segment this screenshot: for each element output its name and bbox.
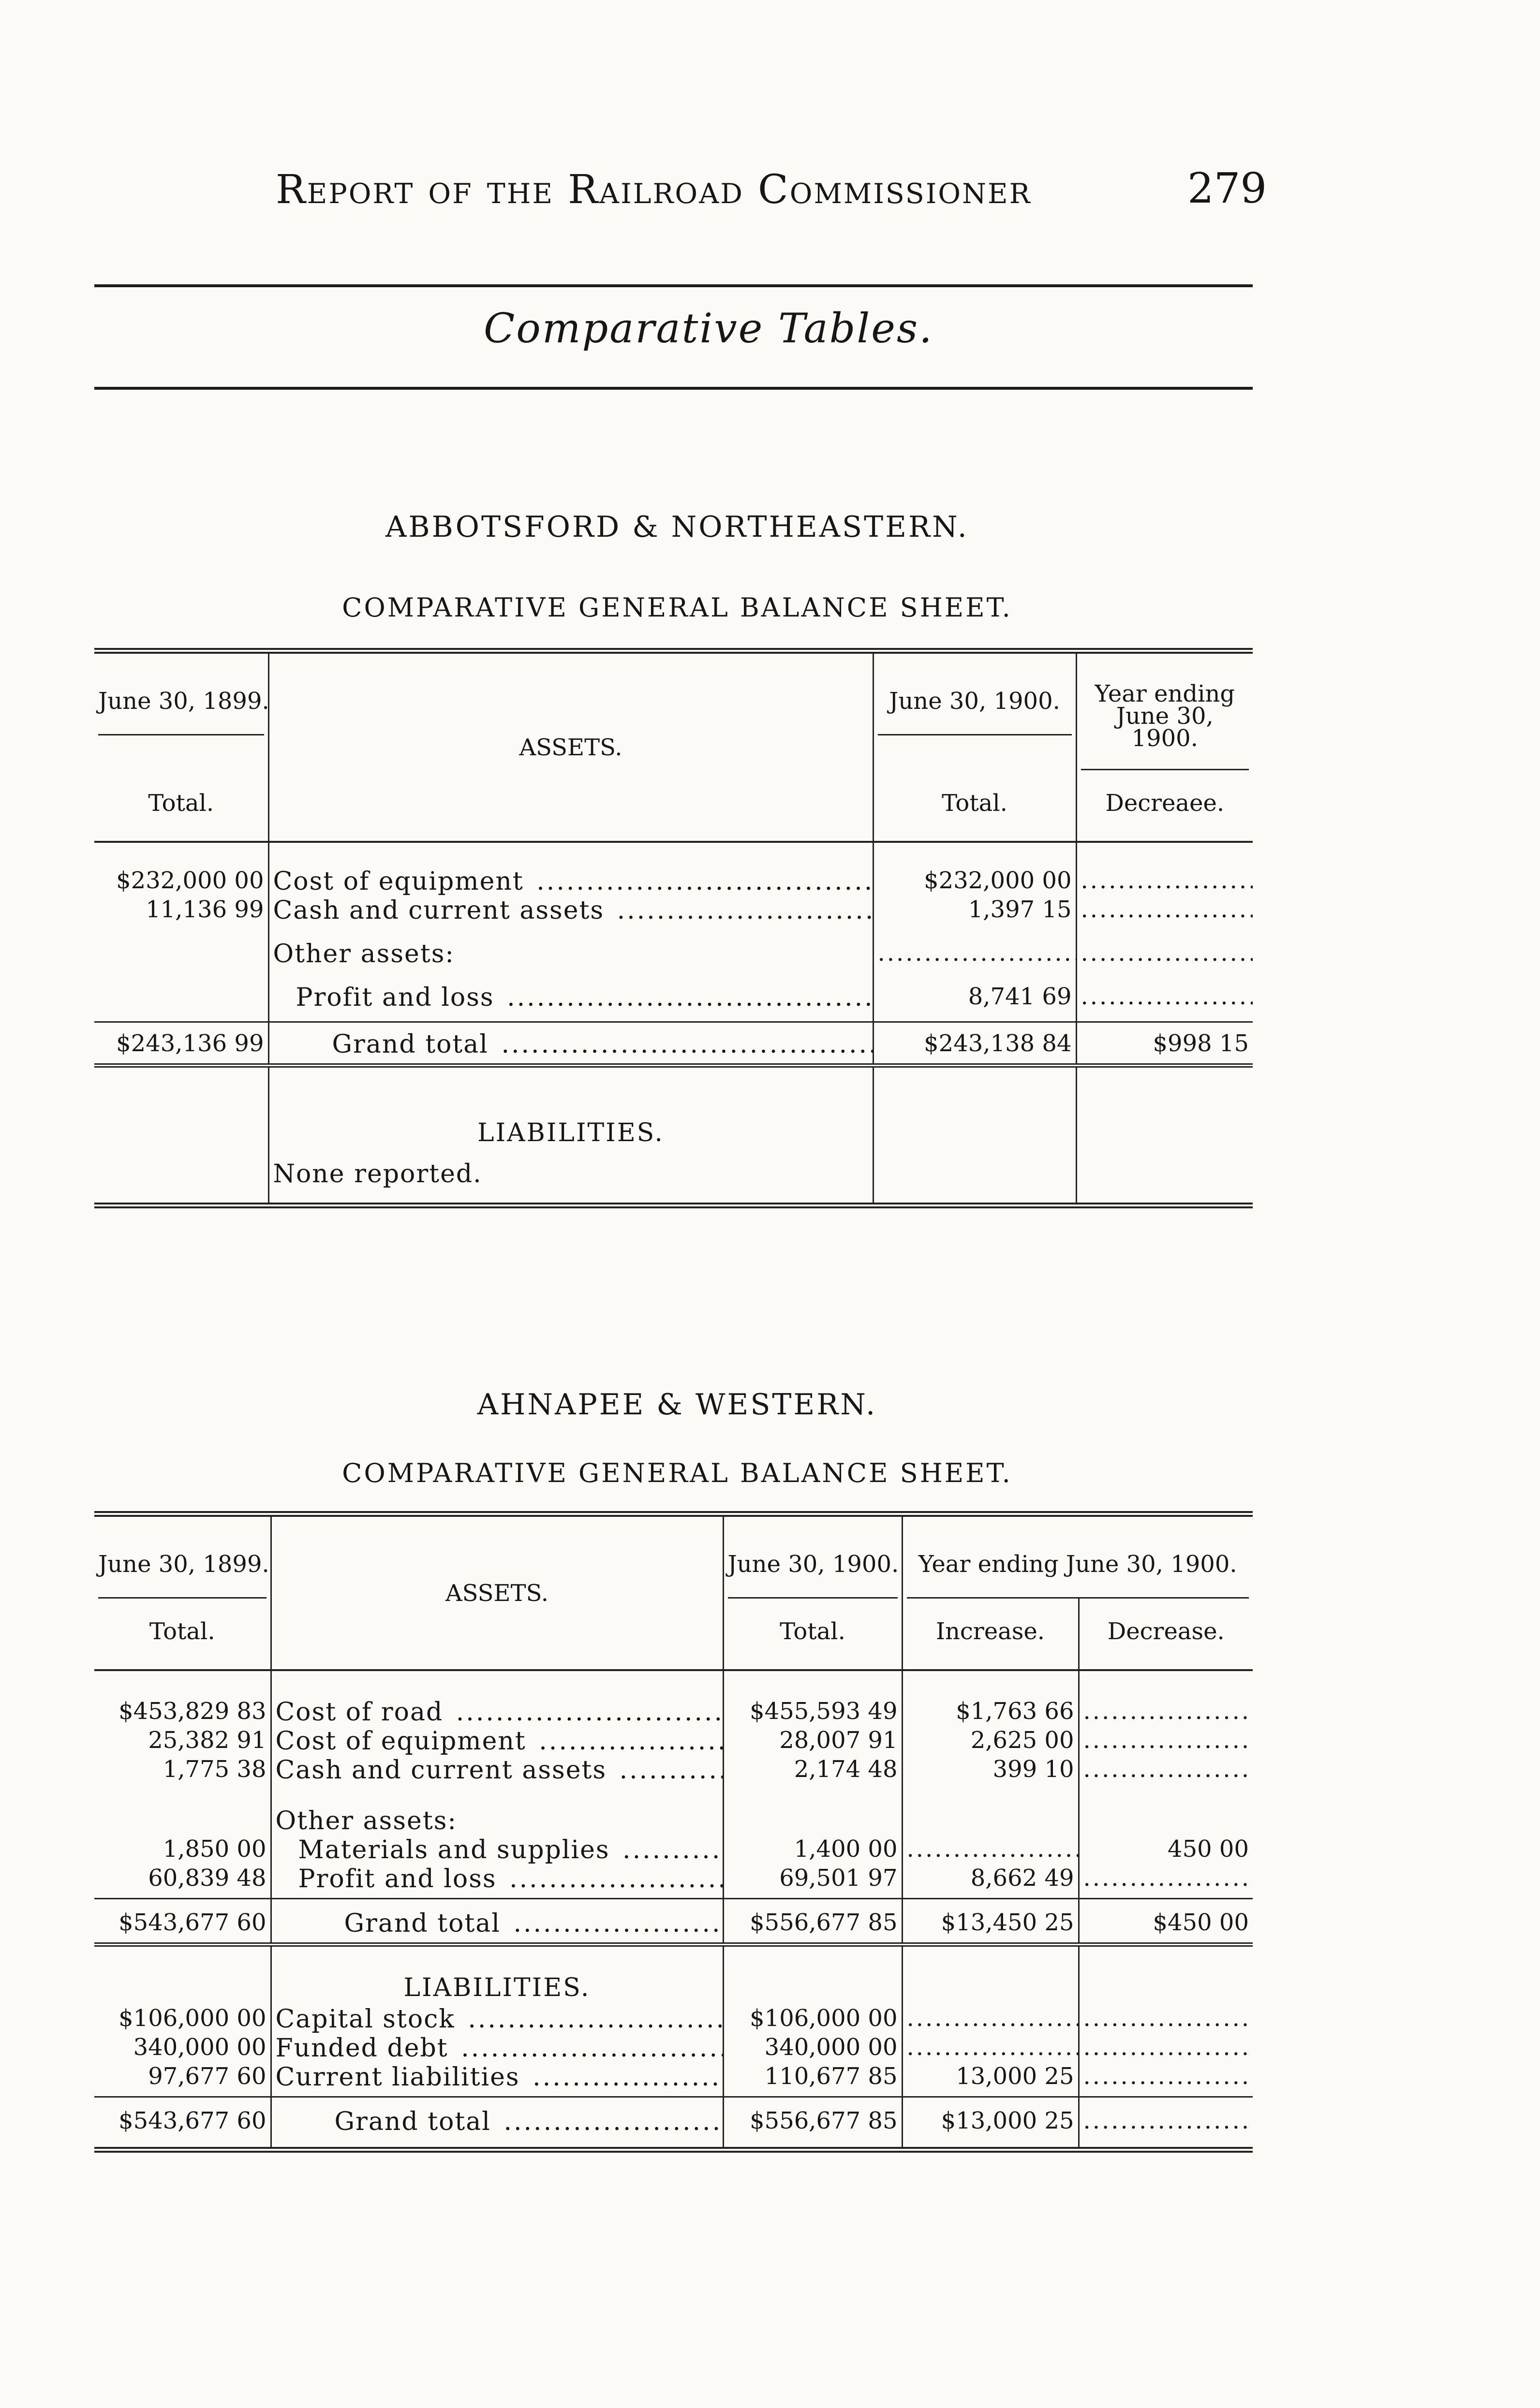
col-header-increase: Increase. xyxy=(902,1599,1079,1670)
value-1900: $455,593 49 xyxy=(723,1670,902,1727)
divider xyxy=(94,284,1253,287)
value-1899: 25,382 91 xyxy=(94,1727,271,1756)
row-label: Cash and current assets xyxy=(273,896,607,925)
value-1899: 1,850 00 xyxy=(94,1835,271,1865)
col-header-1900: June 30, 1900. xyxy=(728,1551,898,1599)
value-1899: $453,829 83 xyxy=(94,1670,271,1727)
grand-total-1899: $243,136 99 xyxy=(94,1022,268,1065)
col-header-total: Total. xyxy=(873,770,1076,842)
col-header-total: Total. xyxy=(94,1599,271,1670)
grand-total-label: Grand total xyxy=(332,1030,491,1059)
other-assets-label: Other assets: xyxy=(268,925,873,973)
col-header-assets: ASSETS. xyxy=(271,1514,723,1670)
col-header-total: Total. xyxy=(94,770,268,842)
value-increase: $1,763 66 xyxy=(902,1670,1079,1727)
value-increase: 399 10 xyxy=(902,1756,1079,1785)
row-label: Cost of equipment xyxy=(273,867,527,896)
col-header-year-ending: Year ending June 30, 1900. xyxy=(1081,683,1249,770)
grand-total-increase: $13,450 25 xyxy=(902,1898,1079,1944)
col-header-decrease: Decreaee. xyxy=(1105,790,1225,817)
row-label: Capital stock xyxy=(276,2005,458,2034)
grand-total-1900: $243,138 84 xyxy=(873,1022,1076,1065)
row-label: Cash and current assets xyxy=(276,1756,610,1785)
row-label: Cost of equipment xyxy=(276,1727,529,1756)
running-head: Report of the Railroad Commissioner xyxy=(276,167,1032,213)
value-decrease: 450 00 xyxy=(1168,1835,1249,1863)
other-assets-label: Other assets: xyxy=(271,1785,723,1835)
value-1900: 8,741 69 xyxy=(873,973,1076,1022)
grand-total-1900: $556,677 85 xyxy=(723,1898,902,1944)
value-1900: $232,000 00 xyxy=(873,842,1076,896)
page-number: 279 xyxy=(1187,164,1267,213)
liab-grand-total-1900: $556,677 85 xyxy=(723,2097,902,2150)
value-increase: 13,000 25 xyxy=(902,2063,1079,2097)
value-1900: 1,397 15 xyxy=(873,896,1076,925)
col-header-assets: ASSETS. xyxy=(268,651,873,842)
value-1900: 110,677 85 xyxy=(723,2063,902,2097)
page-title: Comparative Tables. xyxy=(484,305,933,352)
value-1899: $232,000 00 xyxy=(94,842,268,896)
value-1899: 60,839 48 xyxy=(94,1865,271,1898)
value-1899: $106,000 00 xyxy=(94,2005,271,2034)
col-header-1899: June 30, 1899. xyxy=(98,688,264,735)
section-title: AHNAPEE & WESTERN. xyxy=(477,1388,877,1422)
value-1900: $106,000 00 xyxy=(723,2005,902,2034)
value-1899: 11,136 99 xyxy=(94,896,268,925)
col-header-year-ending: Year ending June 30, 1900. xyxy=(907,1551,1249,1599)
value-increase: 8,662 49 xyxy=(902,1865,1079,1898)
col-header-total: Total. xyxy=(723,1599,902,1670)
row-label: Current liabilities xyxy=(276,2063,523,2092)
liab-grand-total-1899: $543,677 60 xyxy=(94,2097,271,2150)
liabilities-heading: LIABILITIES. xyxy=(268,1065,873,1147)
value-1900: 340,000 00 xyxy=(723,2034,902,2063)
liabilities-heading: LIABILITIES. xyxy=(271,1944,723,2005)
grand-total-decrease: $450 00 xyxy=(1153,1909,1249,1936)
value-increase: 2,625 00 xyxy=(902,1727,1079,1756)
value-1899: 1,775 38 xyxy=(94,1756,271,1785)
value-1899: 340,000 00 xyxy=(94,2034,271,2063)
col-header-1899: June 30, 1899. xyxy=(98,1551,267,1599)
value-1899: 97,677 60 xyxy=(94,2063,271,2097)
balance-sheet-abbotsford xyxy=(94,648,1253,1208)
row-label: Funded debt xyxy=(276,2034,451,2063)
value-1900: 28,007 91 xyxy=(723,1727,902,1756)
divider xyxy=(94,387,1253,390)
section-title: ABBOTSFORD & NORTHEASTERN. xyxy=(385,510,969,544)
section-subtitle: COMPARATIVE GENERAL BALANCE SHEET. xyxy=(342,1458,1012,1488)
liab-grand-total-increase: $13,000 25 xyxy=(902,2097,1079,2150)
grand-total-1899: $543,677 60 xyxy=(94,1898,271,1944)
row-label: Profit and loss xyxy=(296,983,497,1012)
value-1900: 2,174 48 xyxy=(723,1756,902,1785)
section-subtitle: COMPARATIVE GENERAL BALANCE SHEET. xyxy=(342,592,1012,623)
grand-total-decrease: $998 15 xyxy=(1153,1029,1249,1057)
value-1900: 1,400 00 xyxy=(723,1835,902,1865)
grand-total-label: Grand total xyxy=(344,1909,503,1938)
value-1900: 69,501 97 xyxy=(723,1865,902,1898)
none-reported: None reported. xyxy=(268,1147,873,1205)
grand-total-label: Grand total xyxy=(335,2107,494,2136)
row-label: Materials and supplies xyxy=(298,1835,613,1865)
row-label: Cost of road xyxy=(276,1698,446,1727)
balance-sheet-ahnapee xyxy=(94,1511,1253,2153)
col-header-decrease: Decrease. xyxy=(1107,1618,1225,1645)
row-label: Profit and loss xyxy=(298,1865,500,1894)
col-header-1900: June 30, 1900. xyxy=(878,688,1072,735)
